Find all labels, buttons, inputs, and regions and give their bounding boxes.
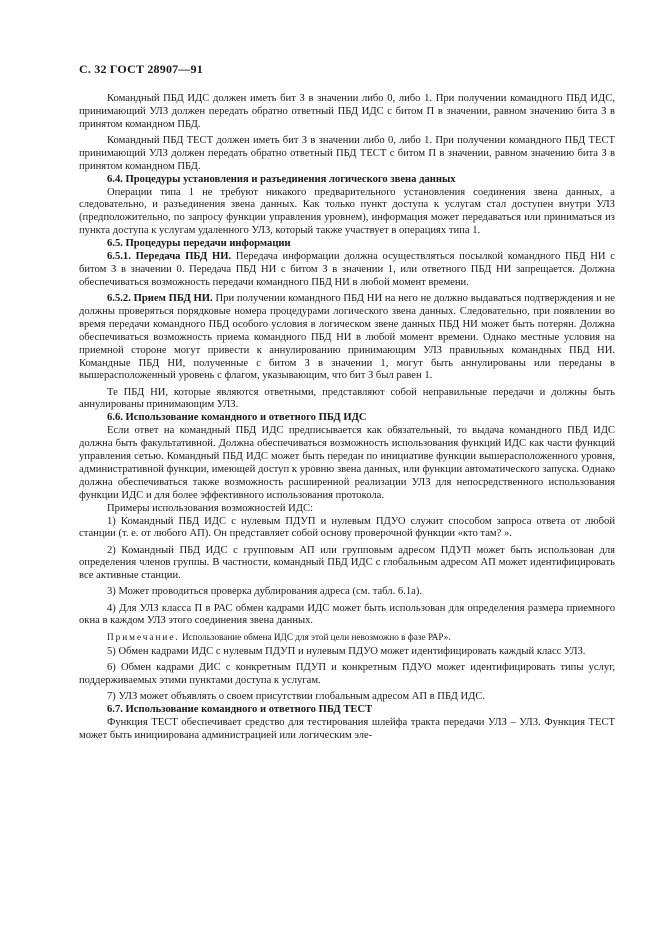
note-text: Использование обмена ИДС для этой цели невозможно в фазе РАР». [179,632,451,643]
section-heading-6-6: 6.6. Использование командного и ответного ПБД ИДС [107,412,367,424]
paragraph-test-command: Командный ПБД ТЕСТ должен иметь бит З в значении либо 0, либо 1. При получении командного ПБД ТЕСТ принимающий УЛЗ должен передать обратно ответный ПБД ТЕСТ с битом П в значении, равном значению бита З в принятом командном ПБД. [79,134,615,172]
subsection-title-6-5-1: 6.5.1. Передача ПБД НИ. [107,251,232,263]
list-item-2: 2) Командный ПБД ИДС с групповым АП или групповым адресом ПДУП может быть использован для определения членов группы. В частности, командный ПБД ИДС с глобальным адресом АП может идентифицировать все активные станции. [79,544,615,582]
list-item-5: 5) Обмен кадрами ИДС с нулевым ПДУП и нулевым ПДУО может идентифицировать каждый класс УЛЗ. [107,646,586,658]
paragraph-xid-command: Командный ПБД ИДС должен иметь бит З в значении либо 0, либо 1. При получении командного ПБД ИДС, принимающий УЛЗ должен передать обратно ответный ПБД ИДС с битом П в значении, равном значению бита З в принятом командном ПБД. [79,93,615,130]
list-item-1: 1) Командный ПБД ИДС с нулевым ПДУП и нулевым ПДУО служит способом запроса ответа от любой станции (т. е. от любого АП). Он представляет собой основу проверочной функции «кто там? ». [79,515,615,540]
list-item-7: 7) УЛЗ может объявлять о своем присутствии глобальным адресом АП в ПБД ИДС. [107,691,486,703]
page-content [79,93,615,743]
list-item-3: 3) Может проводиться проверка дублирования адреса (см. табл. 6.1а). [107,586,422,598]
paragraph-test-function: Функция ТЕСТ обеспечивает средство для тестирования шлейфа тракта передачи УЛЗ – УЛЗ. Функция ТЕСТ может быть инициирована администрацией или логическим эле- [79,717,615,742]
list-item-4: 4) Для УЛЗ класса П в РАС обмен кадрами ИДС может быть использован для определения размера приемного окна в каждом УЛЗ этого соединения звена данных. [79,602,615,627]
paragraph-type1-operations: Операции типа 1 не требуют никакого предварительного установления соединения звена данных, а следовательно, и разъединения звена данных. Как только пункт доступа к услугам стал доступен внутри УЛЗ (предположительно, по запросу функции управления уровнем), информация может передаваться или приниматься из пункта доступа к услугам удаленного УЛЗ, который также участвует в операциях типа 1. [79,186,615,237]
paragraph-response-ui: Те ПБД НИ, которые являются ответными, представляют собой неправильные передачи и должны быть аннулированы принимающим УЛЗ. [79,386,615,411]
section-heading-6-7: 6.7. Использование командного и ответного ПБД ТЕСТ [107,704,373,716]
page-header: С. 32 ГОСТ 28907—91 [79,62,203,76]
list-item-6: 6) Обмен кадрами ДИС с конкретным ПДУП и конкретным ПДУО может идентифицировать типы услуг, поддерживаемых этими пунктами доступа к услугам. [79,662,615,687]
paragraph-examples-intro: Примеры использования возможностей ИДС: [107,502,314,514]
paragraph-6-5-2 [79,293,615,383]
paragraph-xid-usage: Если ответ на командный ПБД ИДС предписывается как обязательный, то выдача командного ПБД ИДС должна быть факультативной. Должна обеспечиваться возможность использования функций ИДС как части функций управления сетью. Командный ПБД ИДС может быть передан по инициативе функции вышерасположенного уровня, административной функции, имеющей доступ к уровню звена данных, или функции автоматического запуска. Однако должна обеспечиваться также возможность расширенной реализации УЛЗ для непосредственного использования функции ИДС и для более эффективного использования протокола. [79,425,615,501]
paragraph-6-5-1 [79,251,615,290]
note [79,631,615,644]
section-heading-6-5: 6.5. Процедуры передачи информации [107,238,291,250]
note-label: Примечание. [107,632,180,643]
section-heading-6-4: 6.4. Процедуры установления и разъединения логического звена данных [107,173,456,185]
subsection-title-6-5-2: 6.5.2. Прием ПБД НИ. [107,292,213,304]
subsection-text-6-5-2: При получении командного ПБД НИ на него не должно выдаваться подтверждения и не должны проверяться порядковые номера процедурами логического звена данных. Следовательно, при появлении во время передачи командного ПБД особого условия в логическом звене данных ПБД НИ может быть потерян. Должна обеспечиваться возможность приема командного ПБД НИ в любой момент времени. Однако местные условия на приемной стороне могут привести к аннулированию принимающим УЛЗ правильных командных ПБД НИ. Командные ПБД НИ, полученные с битом З в значении 1, могут быть аннулированы или переданы в вышерасположенный уровень с флагом, указывающим, что бит З был равен 1. [79,292,615,382]
subsection-text-6-5-1: Передача информации должна осуществляться посылкой командного ПБД НИ с битом З в значении 0. Передача ПБД НИ с битом З в значении 1, или ответного ПБД НИ запрещается. Должна обеспечиваться возможность передачи командного ПБД НИ в любой момент времени. [79,251,615,288]
